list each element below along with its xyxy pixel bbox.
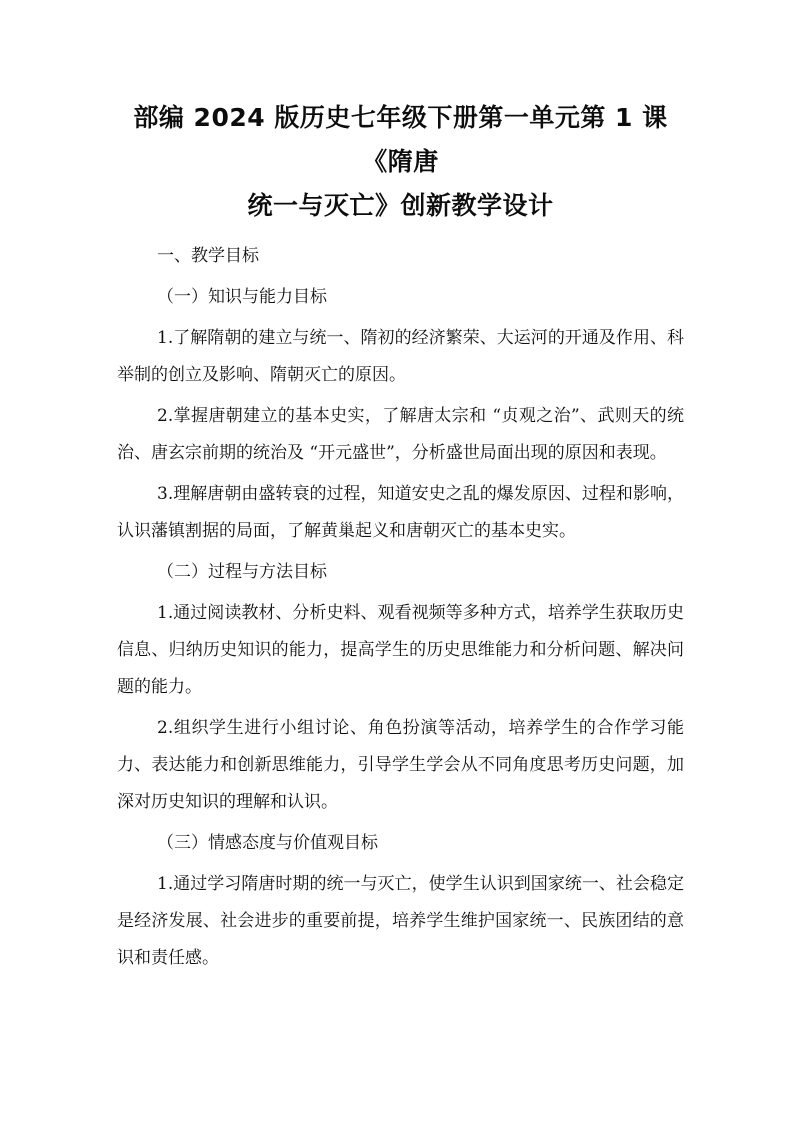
paragraph: 3.理解唐朝由盛转衰的过程，知道安史之乱的爆发原因、过程和影响，认识藩镇割据的局面，了解黄巢起义和唐朝灭亡的基本史实。 xyxy=(117,484,684,541)
title-line-2: 统一与灭亡》创新教学设计 xyxy=(247,191,554,220)
paragraph: 1.通过学习隋唐时期的统一与灭亡，使学生认识到国家统一、社会稳定是经济发展、社会进步的重要前提，培养学生维护国家统一、民族团结的意识和责任感。 xyxy=(117,874,684,968)
title-line-1: 部编 2024 版历史七年级下册第一单元第 1 课《隋唐 xyxy=(133,103,668,176)
section-heading-teaching-goals: 一、教学目标 xyxy=(157,246,259,266)
paragraph: 1.通过阅读教材、分析史料、观看视频等多种方式，培养学生获取历史信息、归纳历史知识的能力，提高学生的历史思维能力和分析问题、解决问题的能力。 xyxy=(117,603,684,697)
paragraph: 2.组织学生进行小组讨论、角色扮演等活动，培养学生的合作学习能力、表达能力和创新思维能力，引导学生学会从不同角度思考历史问题，加深对历史知识的理解和认识。 xyxy=(117,718,684,812)
paragraph: 1.了解隋朝的建立与统一、隋初的经济繁荣、大运河的开通及作用、科举制的创立及影响、隋朝灭亡的原因。 xyxy=(117,328,684,385)
subheading-process-method: （二）过程与方法目标 xyxy=(157,562,327,582)
document-body xyxy=(117,238,684,977)
subheading-emotion-values: （三）情感态度与价值观目标 xyxy=(157,833,378,853)
paragraph: 2.掌握唐朝建立的基本史实，了解唐太宗和 “贞观之治”、武则天的统治、唐玄宗前期的统治及 “开元盛世”，分析盛世局面出现的原因和表现。 xyxy=(117,406,684,463)
subheading-knowledge-ability: （一）知识与能力目标 xyxy=(157,287,327,307)
document-title xyxy=(117,96,684,228)
